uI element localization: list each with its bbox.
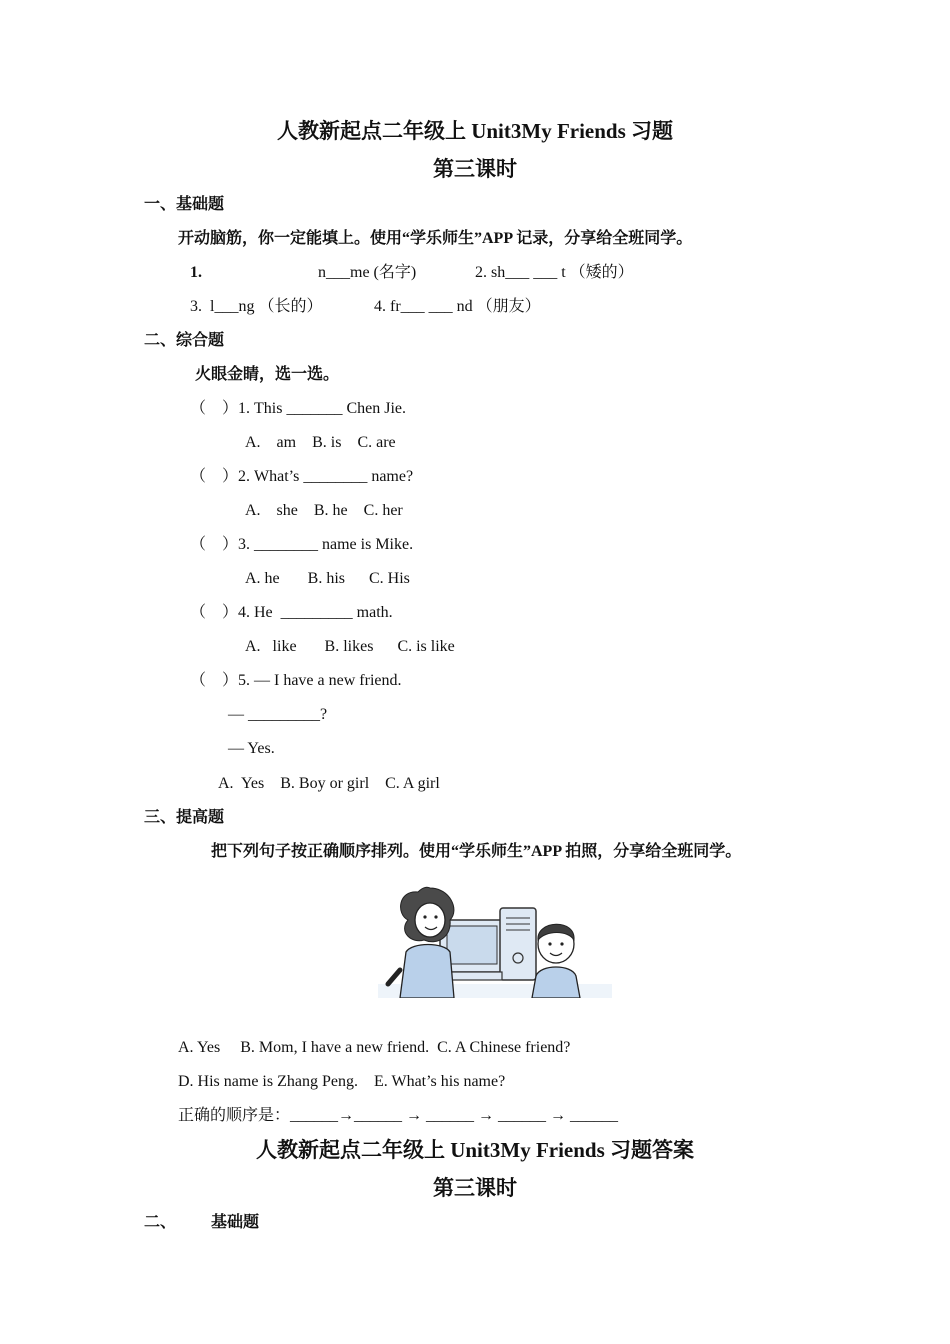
order-answer-line: 正确的顺序是：______→______ → ______ → ______ → ______	[178, 1107, 619, 1124]
question-1: n___me (名字)	[318, 264, 417, 281]
section-1-instruction: 开动脑筋，你一定能填上。使用“学乐师生”APP 记录，分享给全班同学。	[178, 230, 693, 247]
question-4: 4. fr___ ___ nd （朋友）	[374, 298, 541, 315]
section-2-heading: 二、综合题	[144, 332, 225, 349]
choice-options-5: A. Yes B. Boy or girl C. A girl	[218, 775, 440, 792]
sentence-line-1: A. Yes B. Mom, I have a new friend. C. A Chinese friend?	[178, 1039, 571, 1056]
section-1-heading: 一、基础题	[144, 196, 225, 213]
children-computer-illustration	[378, 880, 612, 998]
choice-question-1: （ ）1. This _______ Chen Jie.	[190, 400, 406, 417]
section-3-heading: 三、提高题	[144, 809, 225, 826]
question-3: 3. l___ng （长的）	[190, 298, 323, 315]
dialogue-line-b: — Yes.	[228, 740, 275, 757]
choice-question-5: （ ）5. — I have a new friend.	[190, 672, 402, 689]
sentence-line-2: D. His name is Zhang Peng. E. What’s his name?	[178, 1073, 506, 1090]
choice-options-1: A. am B. is C. are	[245, 434, 396, 451]
choice-options-2: A. she B. he C. her	[245, 502, 403, 519]
choice-question-4: （ ）4. He _________ math.	[190, 604, 393, 621]
choice-question-2: （ ）2. What’s ________ name?	[190, 468, 414, 485]
question-1-number: 1.	[190, 264, 202, 281]
answer-section-number: 二、	[144, 1214, 177, 1231]
lesson-subtitle: 第三课时	[433, 157, 517, 181]
question-2: 2. sh___ ___ t （矮的）	[475, 264, 634, 281]
section-2-instruction: 火眼金睛，选一选。	[195, 366, 340, 383]
choice-options-3: A. he B. his C. His	[245, 570, 410, 587]
answer-title: 人教新起点二年级上 Unit3My Friends 习题答案	[255, 1138, 695, 1162]
answer-section-heading: 基础题	[211, 1214, 260, 1231]
section-3-instruction: 把下列句子按正确顺序排列。使用“学乐师生”APP 拍照，分享给全班同学。	[211, 843, 742, 860]
choice-question-3: （ ）3. ________ name is Mike.	[190, 536, 414, 553]
worksheet-title: 人教新起点二年级上 Unit3My Friends 习题	[276, 119, 674, 143]
dialogue-line-a: — _________?	[228, 706, 328, 723]
answer-subtitle: 第三课时	[433, 1176, 517, 1200]
choice-options-4: A. like B. likes C. is like	[245, 638, 455, 655]
